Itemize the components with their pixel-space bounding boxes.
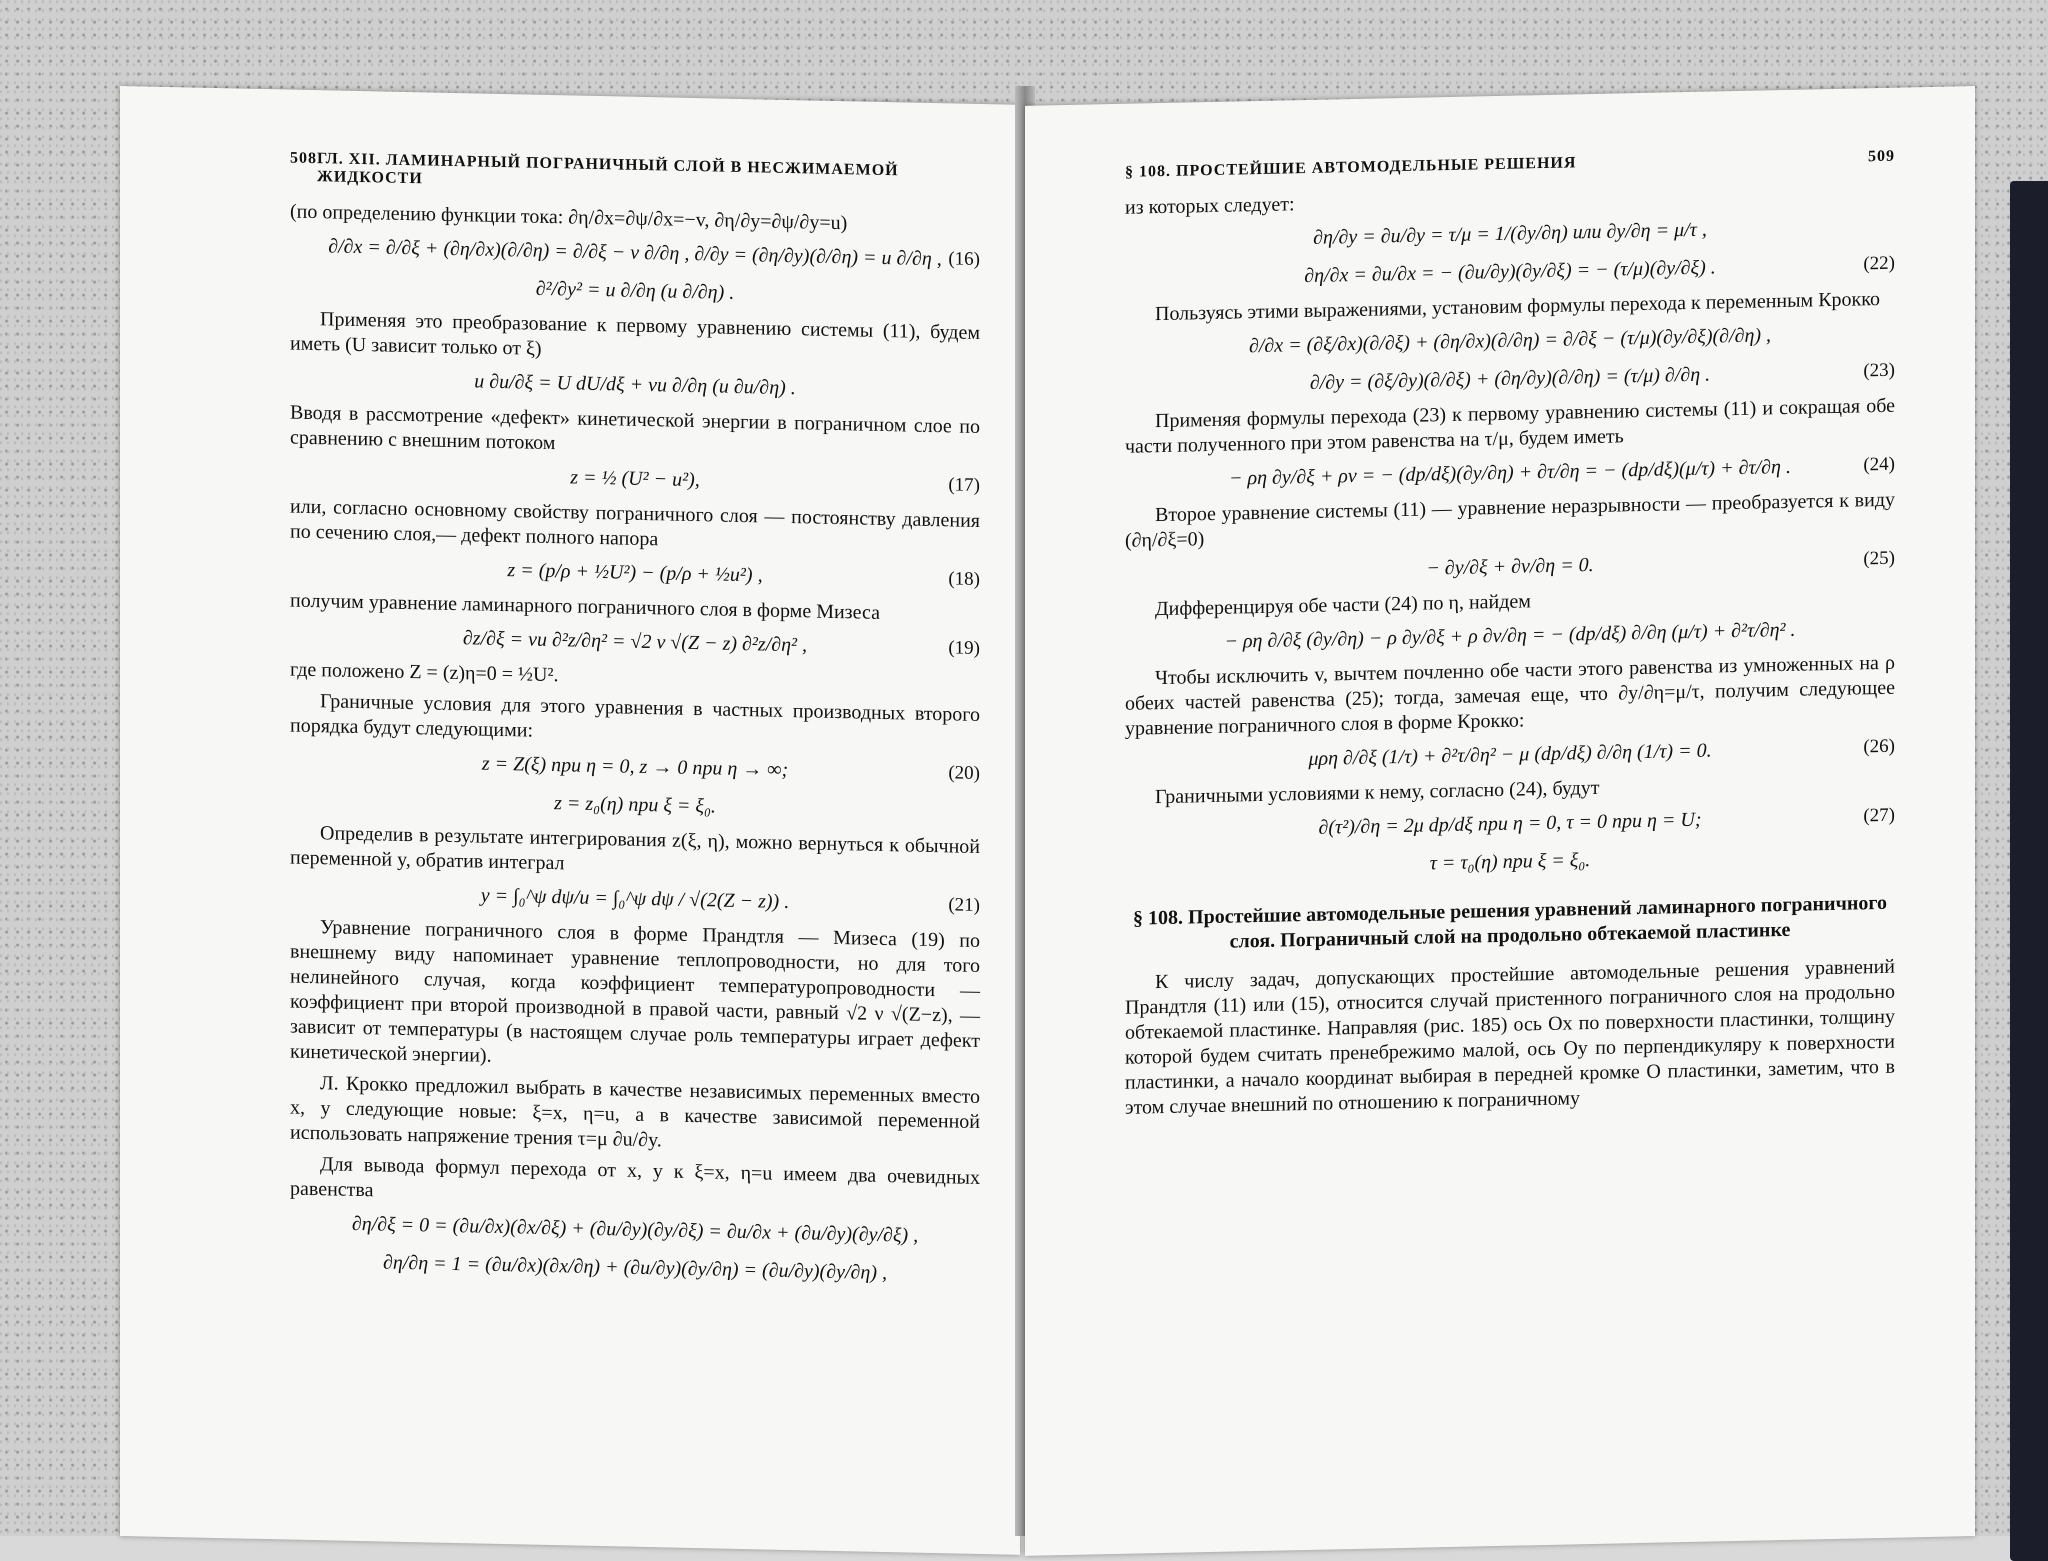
paragraph: Применяя это преобразование к первому уравнению системы (11), будем иметь (U зависит только от ξ) [290, 308, 980, 360]
section-heading: § 108. Простейшие автомодельные решения уравнений ламинарного пограничного слоя. Пограничный слой на продольно обтекаемой пластинке [1133, 891, 1887, 953]
equation-text: z = Z(ξ) при η = 0, z → 0 при η → ∞; [481, 752, 789, 781]
equation-text: ∂η/∂η = 1 = (∂u/∂x)(∂x/∂η) + (∂u/∂y)(∂y/∂η) = (∂u/∂y)(∂y/∂η) , [382, 1251, 888, 1285]
equation-text: ∂²/∂y² = u ∂/∂η (u ∂/∂η) . [535, 277, 735, 304]
equation [1125, 839, 1895, 885]
equation-text: z = z₀(η) при ξ = ξ₀. [554, 792, 716, 818]
equation-text: − ρη ∂/∂ξ (∂y/∂η) − ρ ∂y/∂ξ + ρ ∂v/∂η = − (dp/dξ) ∂/∂η (μ/τ) + ∂²τ/∂η² . [1224, 618, 1796, 653]
paragraph: Уравнение пограничного слоя в форме Прандтля — Мизеса (19) по внешнему виду напоминает уравнение теплопроводности, но для того нелинейного случая, когда коэффициент температуропроводности — коэффициент при второй производной в правой части, равный √2 ν √(Z−z), — зависит от температуры (в настоящем случае роль температуры играет дефект кинетической энергии). [290, 916, 980, 1067]
equation [290, 1208, 980, 1252]
paragraph: Чтобы исключить v, вычтем почленно обе части этого равенства из умноженных на ρ обеих частей равенства (25); тогда, замечая еще, что ∂y/∂η=μ/τ, получим следующее уравнение пограничного слоя в форме Крокко: [1125, 651, 1895, 740]
equation-number: (16) [948, 248, 980, 271]
equation-text: μρη ∂/∂ξ (1/τ) + ∂²τ/∂η² − μ (dp/dξ) ∂/∂η (1/τ) = 0. [1308, 739, 1712, 770]
equation-number: (22) [1863, 252, 1895, 275]
equation-number: (25) [1863, 547, 1895, 570]
equation-text: ∂/∂x = ∂/∂ξ + (∂η/∂x)(∂/∂η) = ∂/∂ξ − v ∂/∂η , ∂/∂y = (∂η/∂y)(∂/∂η) = u ∂/∂η , [328, 235, 942, 271]
equation-number: (21) [948, 894, 980, 917]
left-page-body [290, 200, 980, 1290]
left-running-title: ГЛ. XII. ЛАМИНАРНЫЙ ПОГРАНИЧНЫЙ СЛОЙ В НЕСЖИМАЕМОЙ ЖИДКОСТИ [317, 150, 899, 188]
right-page [1025, 86, 1975, 1556]
equation [290, 457, 980, 501]
paragraph: (по определению функции тока: ∂η/∂x=∂ψ/∂x=−v, ∂η/∂y=∂ψ/∂y=u) [290, 200, 848, 235]
equation-number: (27) [1863, 804, 1895, 827]
paragraph: получим уравнение ламинарного пограничного слоя в форме Мизеса [290, 589, 880, 624]
paragraph: Для вывода формул перехода от x, y к ξ=x, η=u имеем два очевидных равенства [290, 1153, 980, 1202]
equation-number: (18) [948, 568, 980, 591]
right-page-text [1125, 148, 1895, 1127]
equation-text: y = ∫₀^ψ dψ/u = ∫₀^ψ dψ / √(2(Z − z)) . [480, 884, 790, 914]
paragraph: из которых следует: [1125, 193, 1295, 219]
paragraph: Л. Крокко предложил выбрать в качестве независимых переменных вместо x, y следующие новые: ξ=x, η=u, а в качестве зависимой переменной использовать напряжение трения τ=μ ∂u/∂y. [290, 1072, 980, 1152]
right-running-head [1125, 148, 1895, 182]
equation-text: ∂η/∂y = ∂u/∂y = τ/μ = 1/(∂y/∂η) или ∂y/∂η = μ/τ , [1313, 218, 1707, 249]
left-page-text [290, 150, 980, 1298]
paragraph: Определив в результате интегрирования z(ξ, η), можно вернуться к обычной переменной y, обратив интеграл [290, 822, 980, 875]
equation-text: u ∂u/∂ξ = U dU/dξ + νu ∂/∂η (u ∂u/∂η) . [474, 370, 796, 400]
book-cover-edge [2010, 181, 2048, 1561]
equation [290, 231, 980, 275]
right-running-title: § 108. ПРОСТЕЙШИЕ АВТОМОДЕЛЬНЫЕ РЕШЕНИЯ [1125, 154, 1577, 181]
equation [1125, 249, 1895, 295]
equation-text: − ρη ∂y/∂ξ + ρv = − (dp/dξ)(∂y/∂η) + ∂τ/∂η = − (dp/dξ)(μ/τ) + ∂τ/∂η . [1229, 455, 1791, 490]
paragraph: Второе уравнение системы (11) — уравнение неразрывности — преобразуется к виду (∂η/∂ξ=0) [1125, 488, 1895, 552]
equation-text: ∂/∂y = (∂ξ/∂y)(∂/∂ξ) + (∂η/∂y)(∂/∂η) = (τ/μ) ∂/∂η . [1309, 363, 1711, 394]
paragraph: Пользуясь этими выражениями, установим формулы перехода к переменным Крокко [1155, 287, 1880, 326]
equation-text: ∂z/∂ξ = νu ∂²z/∂η² = √2 ν √(Z − z) ∂²z/∂η² , [462, 627, 808, 657]
left-page-number: 508 [290, 149, 317, 168]
equation-number: (24) [1863, 453, 1895, 476]
equation-text: ∂/∂x = (∂ξ/∂x)(∂/∂ξ) + (∂η/∂x)(∂/∂η) = ∂/∂ξ − (τ/μ)(∂y/∂ξ)(∂/∂η) , [1248, 324, 1772, 358]
paragraph: Применяя формулы перехода (23) к первому уравнению системы (11) и сокращая обе части полученного при этом равенства на τ/μ, будем иметь [1125, 394, 1895, 458]
paragraph: где положено Z = (z)η=0 = ½U². [290, 658, 559, 687]
equation-number: (23) [1863, 359, 1895, 382]
paragraph: Вводя в рассмотрение «дефект» кинетической энергии в пограничном слое по сравнению с внешним потоком [290, 401, 980, 455]
open-book [120, 86, 1980, 1536]
equation-text: z = (p/ρ + ½U²) − (p/ρ + ½u²) , [507, 559, 763, 587]
equation-text: ∂η/∂ξ = 0 = (∂u/∂x)(∂x/∂ξ) + (∂u/∂y)(∂y/∂ξ) = ∂u/∂x + (∂u/∂y)(∂y/∂ξ) , [351, 1212, 919, 1247]
right-page-number: 509 [1868, 147, 1895, 166]
paragraph: или, согласно основному свойству пограничного слоя — постоянству давления по сечению слоя,— дефект полного напора [290, 495, 980, 551]
left-page [120, 86, 1020, 1555]
equation [1125, 356, 1895, 402]
equation [290, 620, 980, 664]
equation-text: ∂η/∂x = ∂u/∂x = − (∂u/∂y)(∂y/∂ξ) = − (τ/μ)(∂y/∂ξ) . [1304, 256, 1716, 288]
equation-number: (17) [948, 474, 980, 497]
right-page-body [1125, 180, 1895, 1121]
equation-number: (20) [948, 762, 980, 785]
equation-number: (19) [948, 637, 980, 660]
equation-text: z = ½ (U² − u²), [570, 466, 700, 492]
equation-text: τ = τ₀(η) при ξ = ξ₀. [1429, 849, 1591, 875]
equation-text: − ∂y/∂ξ + ∂v/∂η = 0. [1426, 553, 1594, 580]
paragraph: К числу задач, допускающих простейшие автомодельные решения уравнений Прандтля (11) или (15), относится случай пристенного пограничного слоя на продольно обтекаемой пластинке. Направляя (рис. 185) ось Ox по поверхности пластинки, толщину которой будем считать пренебрежимо малой, ось Oy по перпендикуляру к поверхности пластинки, а начало координат выбирая в передней кромке O пластинки, заметим, что в этом случае внешний по отношению к пограничному [1125, 955, 1895, 1119]
equation [290, 783, 980, 827]
paragraph: Граничные условия для этого уравнения в частных производных второго порядка будут следующими: [290, 690, 980, 742]
equation [290, 551, 980, 595]
equation-text: ∂(τ²)/∂η = 2μ dp/dξ при η = 0, τ = 0 при η = U; [1318, 808, 1702, 839]
paragraph: Граничными условиями к нему, согласно (24), будут [1155, 776, 1600, 809]
left-running-head [290, 150, 980, 200]
equation [290, 1246, 980, 1290]
paragraph: Дифференцируя обе части (24) по η, найдем [1155, 590, 1531, 621]
equation [290, 363, 980, 407]
equation [290, 269, 980, 313]
equation [290, 877, 980, 921]
equation [290, 745, 980, 789]
equation-number: (26) [1863, 735, 1895, 758]
